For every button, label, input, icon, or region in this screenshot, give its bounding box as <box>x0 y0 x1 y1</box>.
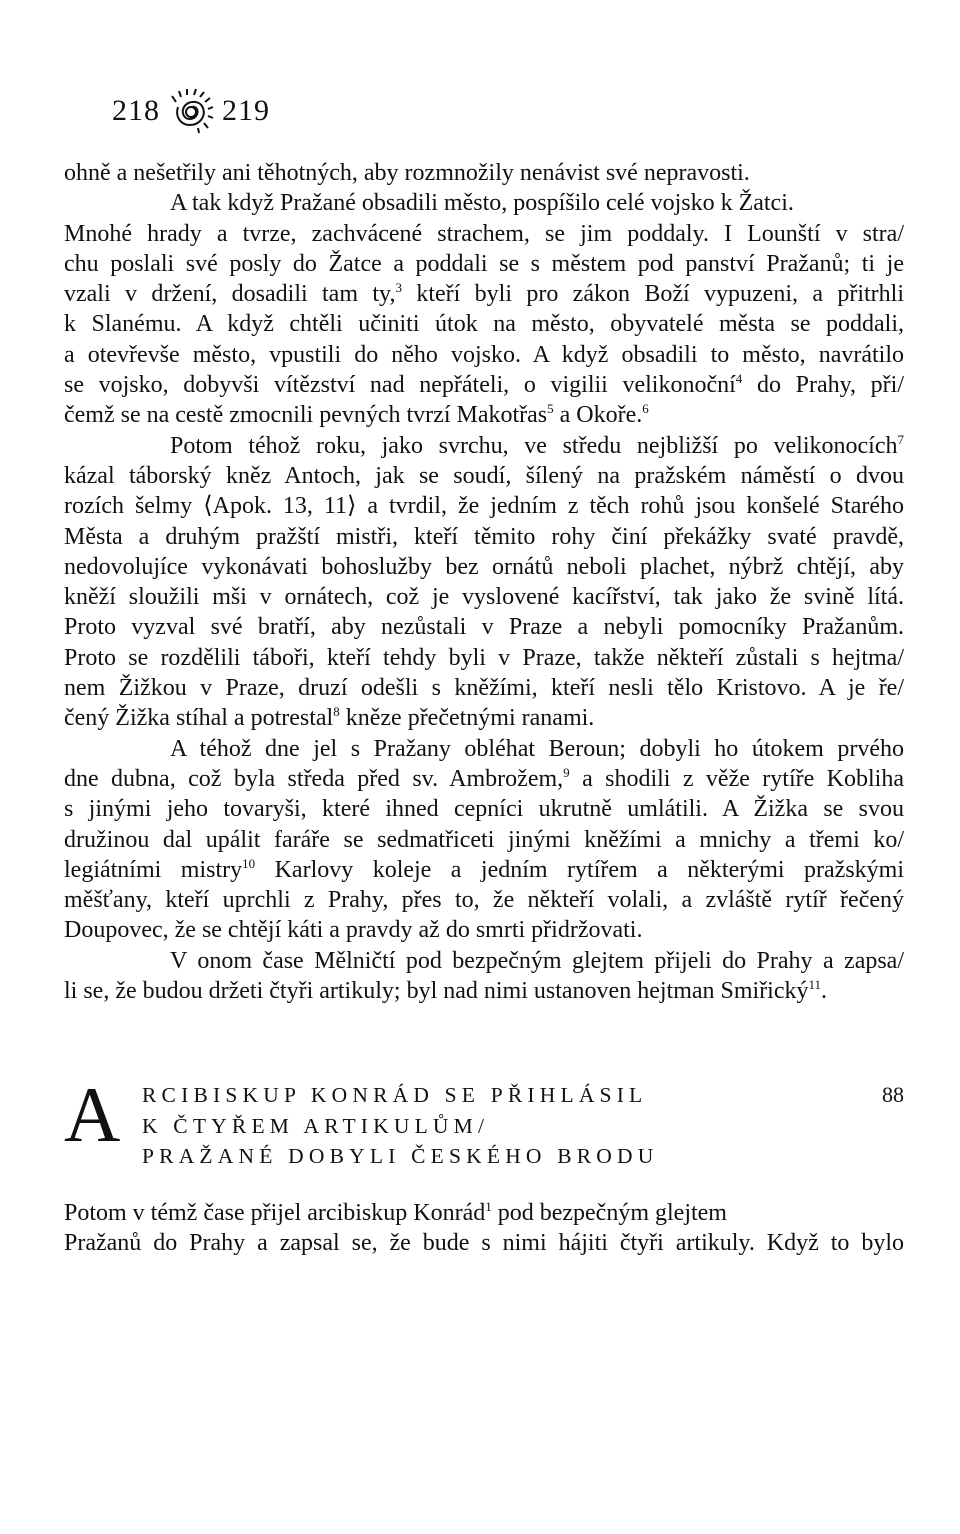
text-segment: V onom čase Mělničtí pod bezpečným glejtem přijeli do Prahy a zapsa/ <box>170 947 904 974</box>
text-line <box>64 1228 904 1258</box>
text-segment: li se, že budou držeti čtyři artikuly; byl nad nimi ustanoven hejtman Smiřický <box>64 978 809 1005</box>
text-segment: nem Žižkou v Praze, druzí odešli s kněžími, kteří nesli tělo Kristovo. A je ře/ <box>64 675 904 702</box>
text-segment: chu poslali své posly do Žatce a poddali se s městem pod panství Pražanů; ti je <box>64 250 904 277</box>
text-segment: do Prahy, při/ <box>742 372 905 399</box>
text-line <box>64 309 904 339</box>
text-segment: a otevřevše město, vpustili do něho vojsko. A když obsadili to město, navrátilo <box>64 341 904 368</box>
footnote-marker: 11 <box>808 977 822 993</box>
text-line <box>64 249 904 279</box>
text-line <box>64 491 904 521</box>
text-segment: čený Žižka stíhal a potrestal <box>64 705 334 732</box>
chapter-title-line: K ČTYŘEM ARTIKULŮM/ <box>142 1113 490 1138</box>
text-segment: kněží sloužili mši v ornátech, což je vyslovené kacířství, tak jako že svině lítá. <box>64 584 904 611</box>
text-segment: nedovolujíce vykonávati bohoslužby bez ornátů neboli plachet, nýbrž chtějí, aby <box>64 553 904 580</box>
text-segment: Pražanů do Prahy a zapsal se, že bude s nimi hájiti čtyři artikuly. Když to bylo <box>64 1230 904 1257</box>
text-line <box>64 612 904 642</box>
text-segment: pod bezpečným glejtem <box>491 1200 727 1226</box>
text-line <box>64 885 904 915</box>
chapter-number: 88 <box>882 1082 904 1107</box>
spiral-ornament-icon <box>168 88 214 134</box>
text-segment: kázal táborský kněz Antoch, jak se soudí, šílený na pražském náměstí o dvou <box>64 462 904 489</box>
text-line <box>64 855 904 885</box>
text-line <box>64 552 904 582</box>
text-segment: rozích šelmy ⟨Apok. 13, 11⟩ a tvrdil, že jedním z těch rohů jsou konšelé Starého <box>64 493 904 520</box>
text-segment: se vojsko, dobyvši vítězství nad nepřáteli, o vigilii velikonoční <box>64 372 736 399</box>
text-segment: a shodili z věže rytíře Kobliha <box>569 765 904 792</box>
footnote-marker: 9 <box>563 764 570 780</box>
chapter-heading <box>64 1071 904 1180</box>
text-segment: ohně a nešetřily ani těhotných, aby rozmnožily nenávist své nepravosti. <box>64 160 750 186</box>
text-segment: Karlovy koleje a jedním rytířem a některými pražskými <box>255 856 904 883</box>
text-segment: k Slanému. A když chtěli učiniti útok na město, obyvatelé města se poddali, <box>64 311 904 338</box>
text-line <box>64 915 904 945</box>
footnote-marker: 1 <box>485 1199 492 1214</box>
footnote-marker: 8 <box>333 704 340 720</box>
text-segment: kněze přečetnými ranami. <box>339 705 595 732</box>
footnote-marker: 4 <box>735 371 743 387</box>
text-line <box>64 734 904 764</box>
text-segment: Potom v témž čase přijel arcibiskup Konrád <box>64 1200 486 1226</box>
text-line <box>64 825 904 855</box>
text-segment: s jinými jeho tovaryši, které ihned cepníci ukrutně umlátili. A Žižka se svou <box>64 796 904 823</box>
text-segment: Města a druhým pražští mistři, kteří těmito rohy činí překážky svaté pravdě, <box>64 523 904 550</box>
text-segment: dne dubna, což byla středa před sv. Ambrožem, <box>64 765 564 792</box>
text-segment: . <box>821 978 828 1005</box>
text-segment: družinou dal upálit faráře se sedmatřiceti jinými kněžími a mnichy a třemi ko/ <box>64 826 904 853</box>
footnote-marker: 3 <box>395 280 402 296</box>
text-segment: Potom téhož roku, jako svrchu, ve středu nejbližší po velikonocích <box>170 432 898 459</box>
text-segment: A téhož dne jel s Pražany obléhat Beroun; dobyli ho útokem prvého <box>170 735 904 762</box>
text-segment: vzali v držení, dosadili tam ty, <box>64 281 396 308</box>
text-line <box>64 976 904 1006</box>
right-page-number: 219 <box>222 94 270 127</box>
text-segment: Proto se rozdělili tábořі, kteří tehdy byli v Praze, takže někteří zůstali s hejtma/ <box>64 644 904 671</box>
text-line <box>64 794 904 824</box>
footnote-marker: 6 <box>642 401 649 417</box>
chapter-text <box>64 1198 904 1259</box>
text-segment: měšťany, kteří uprchli z Prahy, přes to, že někteří volali, a zvláště rytíř řečený <box>64 887 904 914</box>
footnote-marker: 5 <box>547 401 554 417</box>
text-segment: A tak když Pražané obsadili město, pospíšilo celé vojsko k Žatci. <box>170 190 794 217</box>
footnote-marker: 7 <box>897 431 904 447</box>
text-segment: legiátními mistry <box>64 856 243 883</box>
footnote-marker: 10 <box>242 855 256 871</box>
text-segment: a Okoře. <box>553 402 643 429</box>
text-segment: čemž se na cestě zmocnili pevných tvrzí Makotřas <box>64 402 548 429</box>
text-line <box>64 582 904 612</box>
text-segment: Mnohé hrady a tvrze, zachvácené strachem, se jim poddaly. I Lounští v stra/ <box>64 220 904 247</box>
text-line <box>64 431 904 461</box>
chapter-title-line: RCIBISKUP KONRÁD SE PŘIHLÁSIL <box>142 1083 648 1107</box>
chapter-title <box>142 1080 659 1172</box>
text-line <box>64 279 904 309</box>
text-line <box>64 188 904 218</box>
text-line <box>64 400 904 430</box>
chapter-dropcap: A <box>64 1071 121 1158</box>
text-line <box>64 1198 904 1228</box>
text-line <box>64 158 904 188</box>
left-page-number: 218 <box>112 94 160 127</box>
chapter-title-line: PRAŽANÉ DOBYLI ČESKÉHO BRODU <box>142 1144 659 1168</box>
text-line <box>64 340 904 370</box>
text-line <box>64 461 904 491</box>
text-line <box>64 522 904 552</box>
page-header <box>112 88 270 134</box>
text-segment: Proto vyzval své bratří, aby nezůstali v Praze a nebyli pomocníky Pražanům. <box>64 614 904 641</box>
text-line <box>64 703 904 733</box>
text-line <box>64 764 904 794</box>
text-line <box>64 643 904 673</box>
text-line <box>64 219 904 249</box>
text-segment: Doupovec, že se chtějí káti a pravdy až do smrti přidržovati. <box>64 917 643 944</box>
text-segment: kteří byli pro zákon Boží vypuzeni, a přitrhli <box>401 281 904 308</box>
text-line <box>64 370 904 400</box>
text-line <box>64 946 904 976</box>
text-line <box>64 673 904 703</box>
main-text <box>64 158 904 1006</box>
